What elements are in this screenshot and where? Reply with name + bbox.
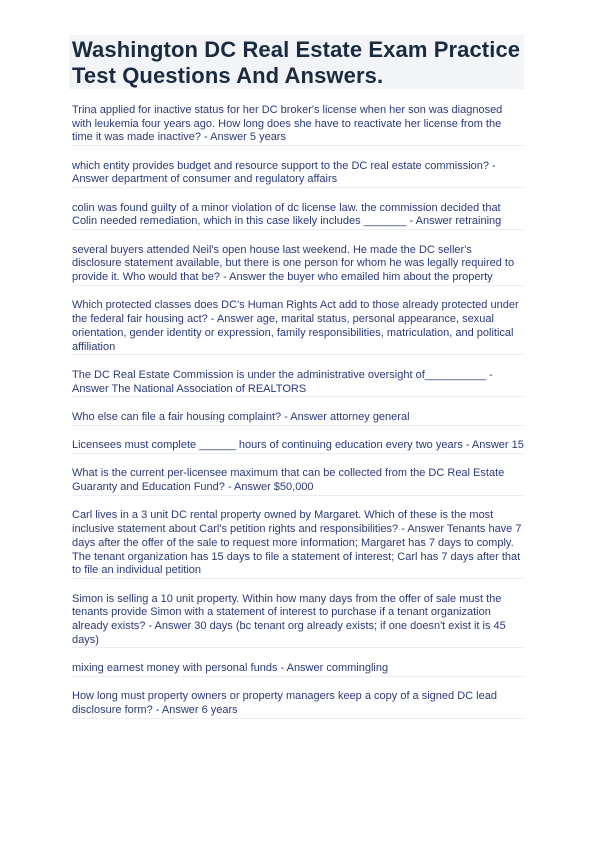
qa-item-2: which entity provides budget and resource support to the DC real estate commission? - Answer department of consumer and regulatory affairs (72, 160, 524, 188)
qa-item-8: Licensees must complete ______ hours of continuing education every two years - Answer 15 (72, 439, 524, 454)
qa-item-10: Carl lives in a 3 unit DC rental property owned by Margaret. Which of these is the most inclusive statement about Carl's petition rights and responsibilities? - Answer Tenants have 7 days after the offer of the sale to request more information; Margaret has 7 days to comply. The tenant organization has 15 days to file a statement of interest; Carl has 7 days after that to file an individual petition (72, 509, 524, 579)
qa-item-13: How long must property owners or property managers keep a copy of a signed DC lead disclosure form? - Answer 6 years (72, 690, 524, 718)
qa-list (72, 104, 524, 732)
qa-item-6: The DC Real Estate Commission is under the administrative oversight of__________ - Answer The National Association of REALTORS (72, 369, 524, 397)
qa-item-4: several buyers attended Neil's open house last weekend. He made the DC seller's disclosure statement available, but there is one person for whom he was legally required to provide it. Who would that be? - Answer the buyer who emailed him about the property (72, 244, 524, 286)
qa-item-12: mixing earnest money with personal funds - Answer commingling (72, 662, 524, 677)
qa-item-9: What is the current per-licensee maximum that can be collected from the DC Real Estate Guaranty and Education Fund? - Answer $50,000 (72, 467, 524, 495)
document-title: Washington DC Real Estate Exam Practice Test Questions And Answers. (72, 37, 521, 88)
qa-item-1: Trina applied for inactive status for her DC broker's license when her son was diagnosed with leukemia four years ago. How long does she have to reactivate her license from the time it was made inactive? - Answer 5 years (72, 104, 524, 146)
qa-item-7: Who else can file a fair housing complaint? - Answer attorney general (72, 411, 524, 426)
qa-item-5: Which protected classes does DC's Human Rights Act add to those already protected under the federal fair housing act? - Answer age, marital status, personal appearance, sexual orientation, gender identity or expression, family responsibilities, matriculation, and political affiliation (72, 299, 524, 355)
qa-item-3: colin was found guilty of a minor violation of dc license law. the commission decided that Colin needed remediation, which in this case likely includes _______ - Answer retraining (72, 202, 524, 230)
qa-item-11: Simon is selling a 10 unit property. Within how many days from the offer of sale must the tenants provide Simon with a statement of interest to purchase if a tenant organization already exists? - Answer 30 days (bc tenant org already exists; if one doesn't exist it is 45 days) (72, 593, 524, 649)
